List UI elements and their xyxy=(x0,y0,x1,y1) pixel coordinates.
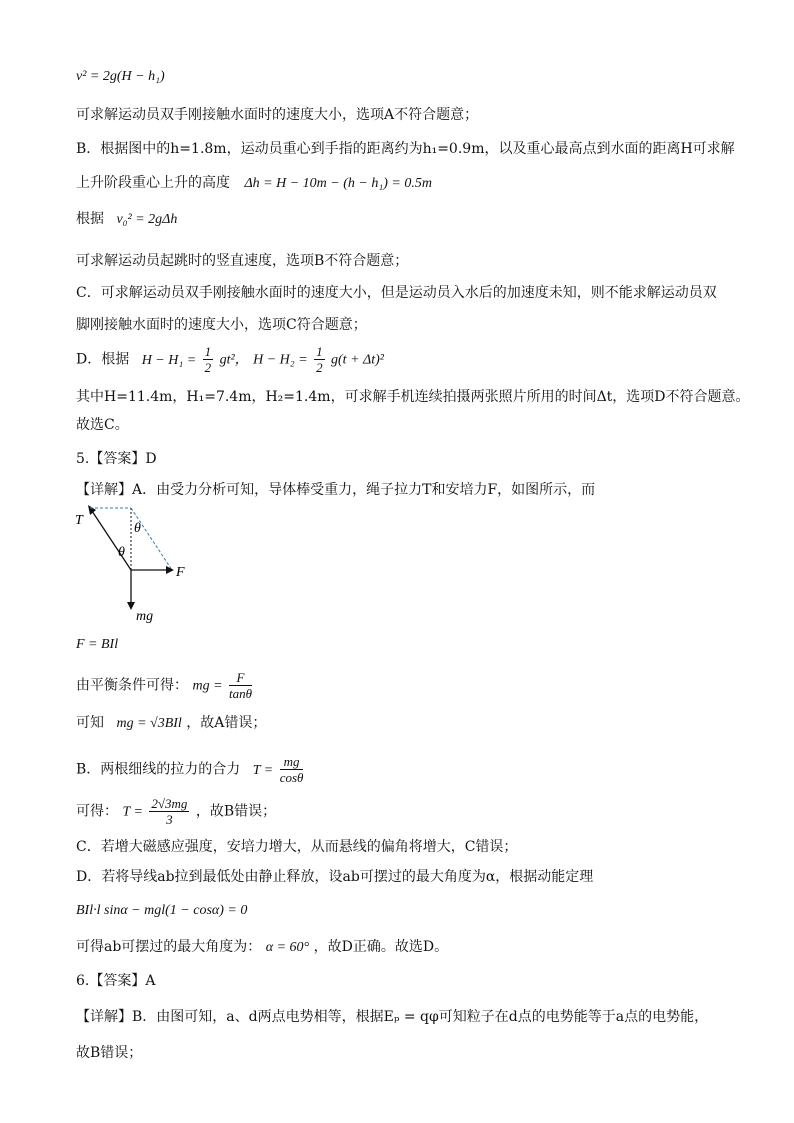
arrowhead-T xyxy=(88,505,96,515)
formula-delta-h: Δh = H − 10m − (h − h₁) = 0.5m xyxy=(244,176,432,191)
text-fragment: 可得ab可摆过的最大角度为： xyxy=(76,939,262,955)
label-theta-top: θ xyxy=(134,521,141,536)
label-T: T xyxy=(75,513,83,528)
text-fragment: ，故A错误； xyxy=(186,715,267,731)
text-line xyxy=(76,714,266,733)
text-line: 可求解运动员双手刚接触水面时的速度大小，选项A不符合题意； xyxy=(76,107,479,123)
formula-fragment: α = 60° xyxy=(265,940,310,955)
dashed-parallelogram-side xyxy=(131,508,172,570)
text-line: C．可求解运动员双手刚接触水面时的速度大小，但是运动员入水后的加速度未知，则不能求解运动员双 xyxy=(76,285,717,301)
question-answer-header: 5.【答案】D xyxy=(76,451,157,467)
formula-fragment: T = xyxy=(122,804,143,820)
text-line: B．根据图中的h=1.8m，运动员重心到手指的距离约为h₁=0.9m，以及重心最高点到水面的距离H可求解 xyxy=(76,141,735,157)
text-fragment: ，故D正确。故选D。 xyxy=(313,939,449,955)
formula-energy: BIl·l sinα − mgl(1 − cosα) = 0 xyxy=(76,903,248,918)
label-theta: θ xyxy=(118,545,125,560)
text-fragment: 可得： xyxy=(76,803,118,820)
text-line: 可求解运动员起跳时的竖直速度，选项B不符合题意； xyxy=(76,253,409,269)
text-line xyxy=(76,796,276,827)
formula-v-squared: v² = 2g(H − h₁) xyxy=(76,69,165,84)
text-fragment: 由平衡条件可得： xyxy=(76,677,188,694)
text-line xyxy=(76,670,254,701)
label-F: F xyxy=(176,565,185,580)
formula-fragment: gt²， xyxy=(219,352,249,368)
text-fragment: 可知 xyxy=(76,715,104,731)
fraction: $\frac{F}{\tan\theta}$ xyxy=(228,670,252,701)
text-line: 其中H=11.4m，H₁=7.4m，H₂=1.4m，可求解手机连续拍摄两张照片所用的时间Δt，选项D不符合题意。 xyxy=(76,389,750,405)
force-diagram xyxy=(70,500,210,630)
text-line xyxy=(76,754,305,785)
arrowhead-mg xyxy=(127,602,135,610)
text-line: 脚刚接触水面时的速度大小，选项C符合题意； xyxy=(76,317,367,333)
text-line: 故B错误； xyxy=(76,1045,143,1061)
label-mg: mg xyxy=(136,609,154,624)
formula-ampere-force: F = BIl xyxy=(76,637,119,652)
formula-fragment: H − H₁ = xyxy=(141,352,197,368)
formula-fragment: mg = √3BIl xyxy=(116,716,182,731)
text-fragment: 根据 xyxy=(76,211,104,227)
text-line xyxy=(76,938,448,957)
question-answer-header: 6.【答案】A xyxy=(76,973,156,989)
text-line: 【详解】B．由图可知，a、d两点电势相等，根据Eₚ = qφ可知粒子在d点的电势能等于a点的电势能， xyxy=(76,1009,709,1025)
fraction: $\frac{2√3mg}{3}$ xyxy=(151,796,188,827)
text-fragment: D．根据 xyxy=(76,351,130,368)
formula-fragment: g(t + Δt)² xyxy=(331,352,384,368)
formula-fragment: mg = xyxy=(192,678,223,694)
formula-fragment: T = xyxy=(252,762,274,778)
text-line xyxy=(76,174,432,193)
text-fragment: 上升阶段重心上升的高度 xyxy=(76,175,230,191)
fraction-half: $\frac{1}{2}$ xyxy=(204,344,212,375)
text-line xyxy=(76,344,384,375)
text-fragment: ，故B错误； xyxy=(195,803,277,820)
text-line: 【详解】A．由受力分析可知，导体棒受重力，绳子拉力T和安培力F，如图所示，而 xyxy=(76,482,596,498)
fraction: $\frac{mg}{\cos\theta}$ xyxy=(279,754,304,785)
fraction-half: $\frac{1}{2}$ xyxy=(316,344,323,375)
text-line: D．若将导线ab拉到最低处由静止释放，设ab可摆过的最大角度为α，根据动能定理 xyxy=(76,869,594,885)
formula-fragment: H − H₂ = xyxy=(253,352,308,368)
text-fragment: B．两根细线的拉力的合力 xyxy=(76,761,241,778)
tension-vector xyxy=(90,508,131,570)
text-line xyxy=(76,210,177,229)
text-line: C．若增大磁感应强度，安培力增大，从而悬线的偏角将增大，C错误； xyxy=(76,839,518,855)
formula-v0: v₀² = 2gΔh xyxy=(116,212,178,227)
text-line: 故选C。 xyxy=(76,417,129,433)
